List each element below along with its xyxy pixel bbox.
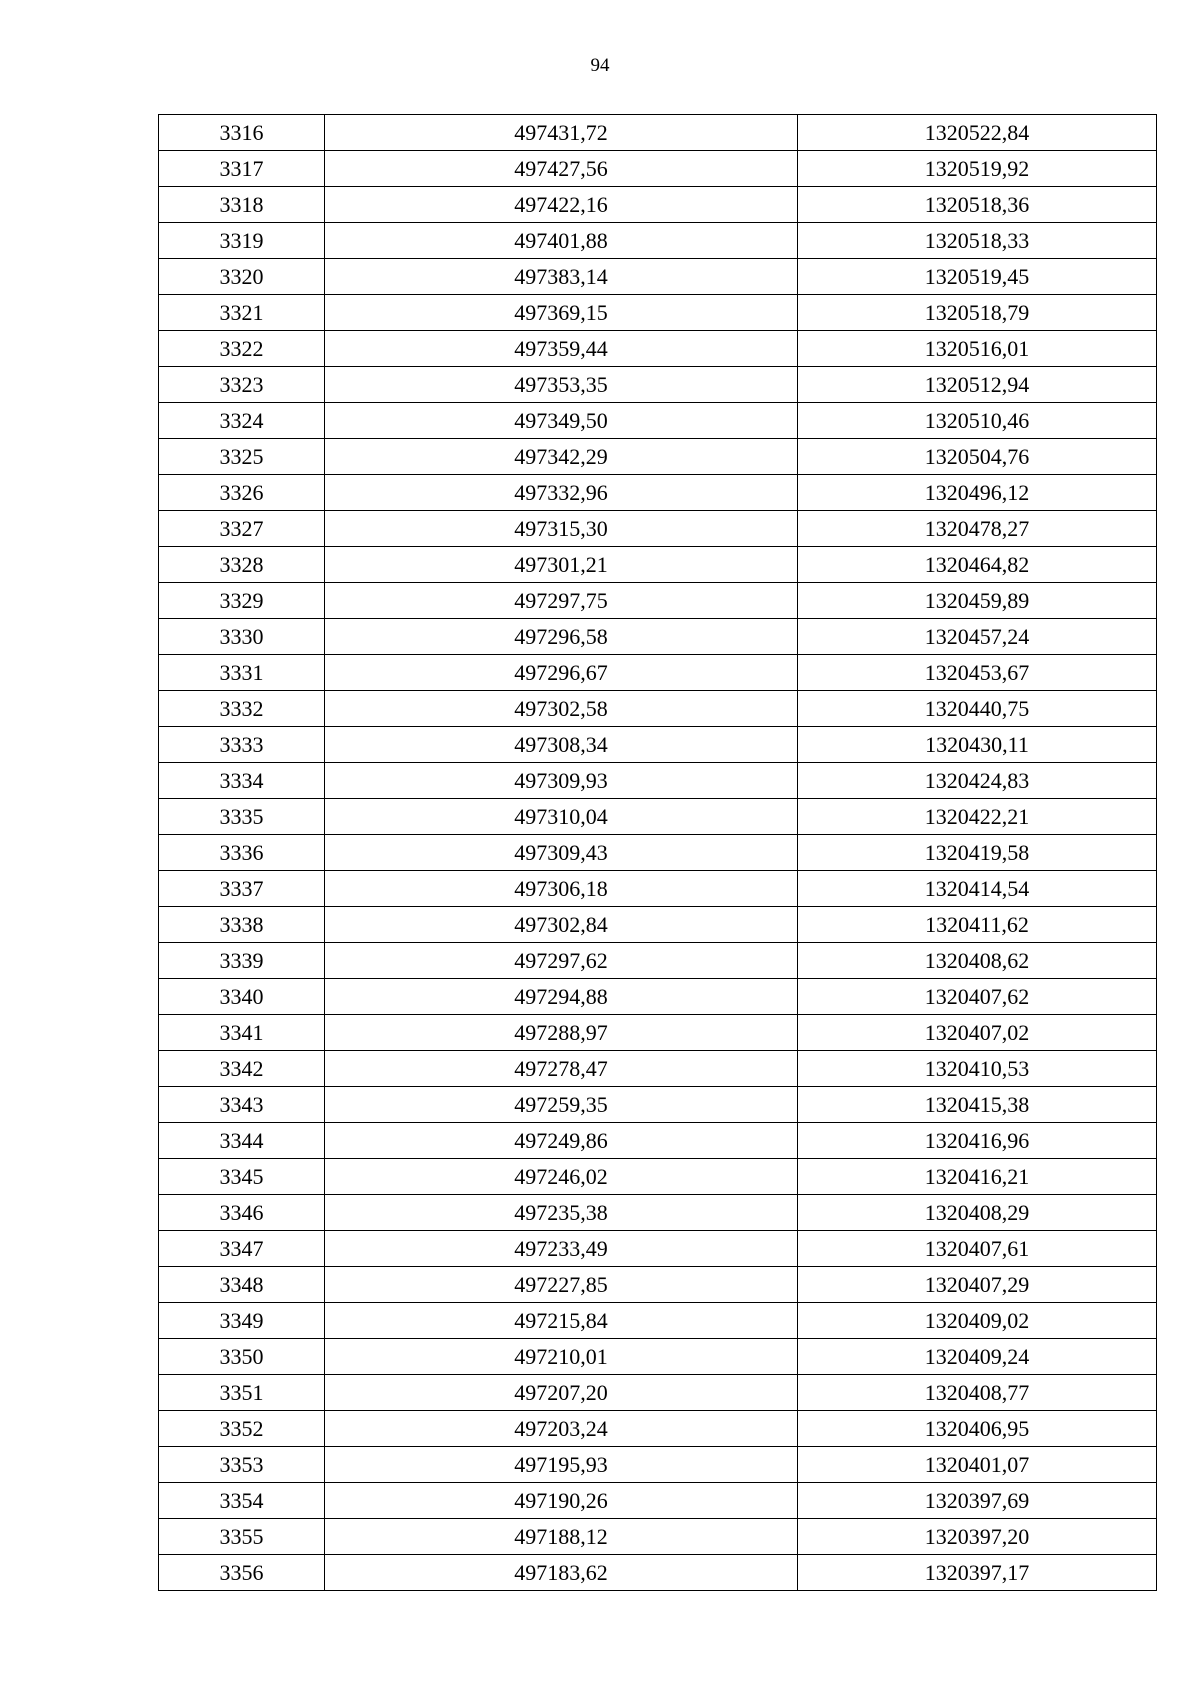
point-number-cell: 3336 xyxy=(159,835,325,871)
x-coordinate-cell: 497233,49 xyxy=(325,1231,798,1267)
point-number-cell: 3334 xyxy=(159,763,325,799)
point-number-cell: 3317 xyxy=(159,151,325,187)
y-coordinate-cell: 1320453,67 xyxy=(798,655,1157,691)
x-coordinate-cell: 497401,88 xyxy=(325,223,798,259)
table-row xyxy=(159,259,1157,295)
x-coordinate-cell: 497294,88 xyxy=(325,979,798,1015)
table-row xyxy=(159,547,1157,583)
x-coordinate-cell: 497383,14 xyxy=(325,259,798,295)
y-coordinate-cell: 1320519,45 xyxy=(798,259,1157,295)
y-coordinate-cell: 1320430,11 xyxy=(798,727,1157,763)
x-coordinate-cell: 497278,47 xyxy=(325,1051,798,1087)
point-number-cell: 3321 xyxy=(159,295,325,331)
y-coordinate-cell: 1320516,01 xyxy=(798,331,1157,367)
x-coordinate-cell: 497235,38 xyxy=(325,1195,798,1231)
y-coordinate-cell: 1320519,92 xyxy=(798,151,1157,187)
y-coordinate-cell: 1320504,76 xyxy=(798,439,1157,475)
table-row xyxy=(159,223,1157,259)
x-coordinate-cell: 497302,84 xyxy=(325,907,798,943)
y-coordinate-cell: 1320496,12 xyxy=(798,475,1157,511)
table-row xyxy=(159,295,1157,331)
y-coordinate-cell: 1320419,58 xyxy=(798,835,1157,871)
table-row xyxy=(159,907,1157,943)
x-coordinate-cell: 497215,84 xyxy=(325,1303,798,1339)
y-coordinate-cell: 1320408,77 xyxy=(798,1375,1157,1411)
x-coordinate-cell: 497309,93 xyxy=(325,763,798,799)
y-coordinate-cell: 1320408,29 xyxy=(798,1195,1157,1231)
table-row xyxy=(159,1519,1157,1555)
table-row xyxy=(159,1375,1157,1411)
coordinates-table-body xyxy=(159,115,1157,1591)
table-row xyxy=(159,1195,1157,1231)
point-number-cell: 3318 xyxy=(159,187,325,223)
y-coordinate-cell: 1320464,82 xyxy=(798,547,1157,583)
table-row xyxy=(159,979,1157,1015)
point-number-cell: 3352 xyxy=(159,1411,325,1447)
table-row xyxy=(159,1411,1157,1447)
y-coordinate-cell: 1320407,61 xyxy=(798,1231,1157,1267)
table-row xyxy=(159,475,1157,511)
y-coordinate-cell: 1320410,53 xyxy=(798,1051,1157,1087)
table-row xyxy=(159,187,1157,223)
point-number-cell: 3320 xyxy=(159,259,325,295)
x-coordinate-cell: 497297,62 xyxy=(325,943,798,979)
table-row xyxy=(159,115,1157,151)
table-row xyxy=(159,763,1157,799)
point-number-cell: 3355 xyxy=(159,1519,325,1555)
table-row xyxy=(159,1123,1157,1159)
x-coordinate-cell: 497190,26 xyxy=(325,1483,798,1519)
x-coordinate-cell: 497310,04 xyxy=(325,799,798,835)
table-row xyxy=(159,1231,1157,1267)
y-coordinate-cell: 1320409,02 xyxy=(798,1303,1157,1339)
x-coordinate-cell: 497315,30 xyxy=(325,511,798,547)
table-row xyxy=(159,403,1157,439)
table-row xyxy=(159,1015,1157,1051)
y-coordinate-cell: 1320407,62 xyxy=(798,979,1157,1015)
point-number-cell: 3347 xyxy=(159,1231,325,1267)
y-coordinate-cell: 1320415,38 xyxy=(798,1087,1157,1123)
table-row xyxy=(159,871,1157,907)
table-row xyxy=(159,583,1157,619)
y-coordinate-cell: 1320518,79 xyxy=(798,295,1157,331)
point-number-cell: 3322 xyxy=(159,331,325,367)
point-number-cell: 3316 xyxy=(159,115,325,151)
point-number-cell: 3348 xyxy=(159,1267,325,1303)
x-coordinate-cell: 497296,58 xyxy=(325,619,798,655)
x-coordinate-cell: 497342,29 xyxy=(325,439,798,475)
x-coordinate-cell: 497246,02 xyxy=(325,1159,798,1195)
x-coordinate-cell: 497203,24 xyxy=(325,1411,798,1447)
x-coordinate-cell: 497431,72 xyxy=(325,115,798,151)
x-coordinate-cell: 497422,16 xyxy=(325,187,798,223)
y-coordinate-cell: 1320397,69 xyxy=(798,1483,1157,1519)
x-coordinate-cell: 497183,62 xyxy=(325,1555,798,1591)
point-number-cell: 3350 xyxy=(159,1339,325,1375)
x-coordinate-cell: 497227,85 xyxy=(325,1267,798,1303)
y-coordinate-cell: 1320407,02 xyxy=(798,1015,1157,1051)
table-row xyxy=(159,511,1157,547)
x-coordinate-cell: 497306,18 xyxy=(325,871,798,907)
table-row xyxy=(159,331,1157,367)
y-coordinate-cell: 1320512,94 xyxy=(798,367,1157,403)
x-coordinate-cell: 497188,12 xyxy=(325,1519,798,1555)
x-coordinate-cell: 497332,96 xyxy=(325,475,798,511)
table-row xyxy=(159,799,1157,835)
y-coordinate-cell: 1320522,84 xyxy=(798,115,1157,151)
y-coordinate-cell: 1320440,75 xyxy=(798,691,1157,727)
x-coordinate-cell: 497259,35 xyxy=(325,1087,798,1123)
point-number-cell: 3353 xyxy=(159,1447,325,1483)
point-number-cell: 3331 xyxy=(159,655,325,691)
table-row xyxy=(159,1303,1157,1339)
x-coordinate-cell: 497207,20 xyxy=(325,1375,798,1411)
x-coordinate-cell: 497427,56 xyxy=(325,151,798,187)
x-coordinate-cell: 497210,01 xyxy=(325,1339,798,1375)
y-coordinate-cell: 1320408,62 xyxy=(798,943,1157,979)
y-coordinate-cell: 1320401,07 xyxy=(798,1447,1157,1483)
x-coordinate-cell: 497359,44 xyxy=(325,331,798,367)
table-row xyxy=(159,943,1157,979)
y-coordinate-cell: 1320457,24 xyxy=(798,619,1157,655)
point-number-cell: 3346 xyxy=(159,1195,325,1231)
y-coordinate-cell: 1320416,96 xyxy=(798,1123,1157,1159)
point-number-cell: 3344 xyxy=(159,1123,325,1159)
y-coordinate-cell: 1320414,54 xyxy=(798,871,1157,907)
table-row xyxy=(159,1159,1157,1195)
table-row xyxy=(159,1555,1157,1591)
y-coordinate-cell: 1320416,21 xyxy=(798,1159,1157,1195)
point-number-cell: 3349 xyxy=(159,1303,325,1339)
table-row xyxy=(159,727,1157,763)
point-number-cell: 3326 xyxy=(159,475,325,511)
point-number-cell: 3325 xyxy=(159,439,325,475)
table-row xyxy=(159,691,1157,727)
y-coordinate-cell: 1320407,29 xyxy=(798,1267,1157,1303)
table-row xyxy=(159,619,1157,655)
table-row xyxy=(159,1087,1157,1123)
y-coordinate-cell: 1320478,27 xyxy=(798,511,1157,547)
y-coordinate-cell: 1320397,17 xyxy=(798,1555,1157,1591)
point-number-cell: 3330 xyxy=(159,619,325,655)
y-coordinate-cell: 1320409,24 xyxy=(798,1339,1157,1375)
table-row xyxy=(159,439,1157,475)
point-number-cell: 3328 xyxy=(159,547,325,583)
table-row xyxy=(159,835,1157,871)
table-row xyxy=(159,1267,1157,1303)
point-number-cell: 3327 xyxy=(159,511,325,547)
x-coordinate-cell: 497297,75 xyxy=(325,583,798,619)
y-coordinate-cell: 1320422,21 xyxy=(798,799,1157,835)
y-coordinate-cell: 1320397,20 xyxy=(798,1519,1157,1555)
point-number-cell: 3335 xyxy=(159,799,325,835)
table-row xyxy=(159,1447,1157,1483)
table-row xyxy=(159,1483,1157,1519)
x-coordinate-cell: 497249,86 xyxy=(325,1123,798,1159)
point-number-cell: 3333 xyxy=(159,727,325,763)
x-coordinate-cell: 497195,93 xyxy=(325,1447,798,1483)
x-coordinate-cell: 497296,67 xyxy=(325,655,798,691)
x-coordinate-cell: 497369,15 xyxy=(325,295,798,331)
x-coordinate-cell: 497302,58 xyxy=(325,691,798,727)
point-number-cell: 3342 xyxy=(159,1051,325,1087)
point-number-cell: 3351 xyxy=(159,1375,325,1411)
point-number-cell: 3332 xyxy=(159,691,325,727)
y-coordinate-cell: 1320510,46 xyxy=(798,403,1157,439)
x-coordinate-cell: 497349,50 xyxy=(325,403,798,439)
table-row xyxy=(159,367,1157,403)
point-number-cell: 3329 xyxy=(159,583,325,619)
y-coordinate-cell: 1320459,89 xyxy=(798,583,1157,619)
table-row xyxy=(159,655,1157,691)
page-number: 94 xyxy=(590,55,610,76)
point-number-cell: 3341 xyxy=(159,1015,325,1051)
y-coordinate-cell: 1320518,36 xyxy=(798,187,1157,223)
point-number-cell: 3338 xyxy=(159,907,325,943)
table-row xyxy=(159,1051,1157,1087)
table-row xyxy=(159,151,1157,187)
coordinates-table xyxy=(158,114,1157,1591)
point-number-cell: 3345 xyxy=(159,1159,325,1195)
y-coordinate-cell: 1320406,95 xyxy=(798,1411,1157,1447)
x-coordinate-cell: 497308,34 xyxy=(325,727,798,763)
x-coordinate-cell: 497309,43 xyxy=(325,835,798,871)
point-number-cell: 3340 xyxy=(159,979,325,1015)
point-number-cell: 3343 xyxy=(159,1087,325,1123)
point-number-cell: 3354 xyxy=(159,1483,325,1519)
y-coordinate-cell: 1320518,33 xyxy=(798,223,1157,259)
point-number-cell: 3323 xyxy=(159,367,325,403)
point-number-cell: 3319 xyxy=(159,223,325,259)
point-number-cell: 3356 xyxy=(159,1555,325,1591)
point-number-cell: 3337 xyxy=(159,871,325,907)
point-number-cell: 3324 xyxy=(159,403,325,439)
x-coordinate-cell: 497288,97 xyxy=(325,1015,798,1051)
point-number-cell: 3339 xyxy=(159,943,325,979)
y-coordinate-cell: 1320424,83 xyxy=(798,763,1157,799)
table-row xyxy=(159,1339,1157,1375)
x-coordinate-cell: 497301,21 xyxy=(325,547,798,583)
y-coordinate-cell: 1320411,62 xyxy=(798,907,1157,943)
x-coordinate-cell: 497353,35 xyxy=(325,367,798,403)
